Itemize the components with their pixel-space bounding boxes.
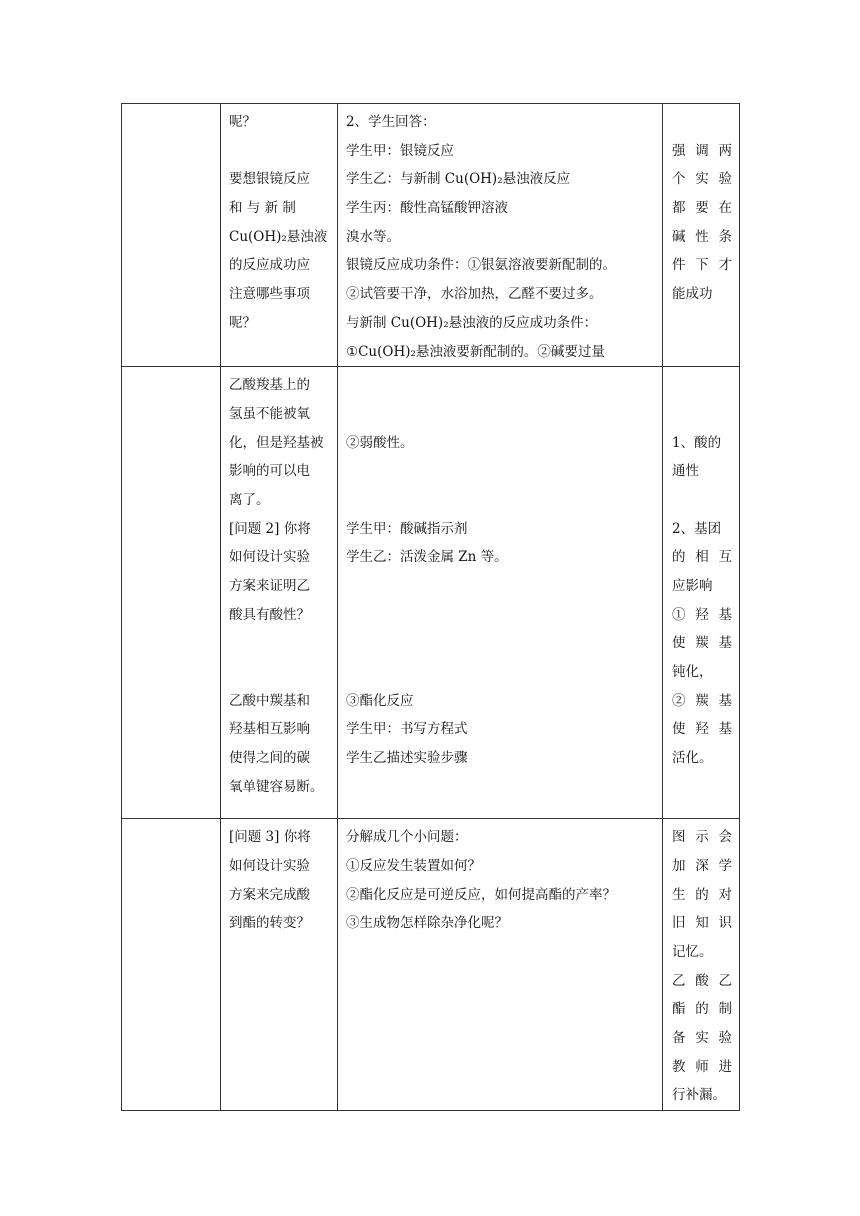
text-line: 和 与 新 制 — [229, 200, 296, 217]
text-line: 1、酸的 — [672, 434, 722, 451]
blank-line — [672, 371, 732, 400]
text-line: 学生乙：与新制 Cu(OH)₂悬浊液反应 — [346, 171, 571, 188]
text-line: 记忆。 — [672, 943, 713, 960]
text-line: 离了。 — [229, 491, 270, 508]
text-line: ②酯化反应是可逆反应，如何提高酯的产率？ — [346, 886, 616, 903]
blank-line — [346, 486, 658, 515]
teacher-activity-cell — [221, 104, 338, 367]
text-line: 活化。 — [672, 750, 713, 767]
text-line: 影响的可以电 — [229, 463, 310, 480]
text-line: ②弱酸性。 — [346, 434, 414, 451]
student-activity-cell — [338, 819, 663, 1111]
blank-line — [672, 400, 732, 429]
text-line: ③酯化反应 — [346, 692, 414, 709]
text-line: 使 羟 基 — [672, 721, 732, 738]
text-line: 如何设计实验 — [229, 549, 310, 566]
table-row — [122, 819, 740, 1111]
text-line: 注意哪些事项 — [229, 286, 310, 303]
text-line: 能成功 — [672, 286, 713, 303]
text-line: 都 要 在 — [672, 200, 732, 217]
blank-line — [346, 658, 658, 687]
text-line: ① 羟 基 — [672, 606, 732, 623]
text-line: 方案来证明乙 — [229, 578, 310, 594]
text-line: 氧单键容易断。 — [229, 778, 324, 795]
text-line: ①反应发生装置如何？ — [346, 857, 481, 874]
blank-line — [346, 400, 658, 429]
text-line: 旧 知 识 — [672, 915, 732, 932]
text-line: 备 实 验 — [672, 1030, 732, 1046]
text-line: 化，但是羟基被 — [229, 434, 324, 451]
text-line: 个 实 验 — [672, 171, 732, 188]
text-line: 的反应成功应 — [229, 257, 310, 274]
blank-line — [346, 629, 658, 658]
blank-line — [672, 486, 732, 515]
blank-line — [672, 108, 732, 137]
text-line: 生 的 对 — [672, 886, 732, 903]
text-line: 呢？ — [229, 114, 256, 130]
text-line: 乙酸中羰基和 — [229, 692, 310, 709]
text-line: 与新制 Cu(OH)₂悬浊液的反应成功条件： — [346, 314, 598, 331]
empty-cell — [122, 367, 221, 819]
text-line: ③生成物怎样除杂净化呢？ — [346, 915, 508, 932]
text-line: 氢虽不能被氧 — [229, 405, 310, 422]
text-line: 乙 酸 乙 — [672, 972, 732, 989]
blank-line — [229, 137, 331, 166]
text-line: 2、基团 — [672, 520, 722, 537]
blank-line — [346, 457, 658, 486]
text-line: 溴水等。 — [346, 228, 400, 245]
text-line: 羟基相互影响 — [229, 721, 310, 738]
text-line: ①Cu(OH)₂悬浊液要新配制的。②碱要过量 — [346, 343, 605, 360]
empty-cell — [122, 104, 221, 367]
text-line: 呢？ — [229, 314, 256, 331]
text-line: 学生甲：书写方程式 — [346, 721, 468, 738]
text-line: 应影响 — [672, 578, 713, 594]
text-line: 学生乙描述实验步骤 — [346, 750, 468, 767]
text-line: 如何设计实验 — [229, 857, 310, 874]
text-line: 乙酸羧基上的 — [229, 377, 310, 394]
text-line: 酯 的 制 — [672, 1001, 732, 1018]
text-line: 强 调 两 — [672, 142, 732, 159]
text-line: ② 羰 基 — [672, 692, 732, 709]
text-line: 要想银镜反应 — [229, 171, 310, 188]
teacher-activity-cell — [221, 819, 338, 1111]
design-intent-cell — [663, 104, 740, 367]
table-row — [122, 367, 740, 819]
text-line: 到酯的转变？ — [229, 915, 310, 932]
text-line: 碱 性 条 — [672, 228, 732, 245]
text-line: 使得之间的碳 — [229, 750, 310, 767]
text-line: 使 羰 基 — [672, 635, 732, 652]
text-line: [问题 2] 你将 — [229, 520, 311, 537]
text-line: Cu(OH)₂悬浊液 — [229, 228, 328, 245]
text-line: 方案来完成酸 — [229, 886, 310, 903]
blank-line — [346, 572, 658, 601]
text-line: 分解成几个小问题： — [346, 829, 468, 846]
text-line: 学生丙：酸性高锰酸钾溶液 — [346, 200, 508, 217]
design-intent-cell — [663, 819, 740, 1111]
text-line: 酸具有酸性？ — [229, 606, 310, 623]
blank-line — [229, 629, 331, 658]
text-line: 的 相 互 — [672, 549, 732, 566]
text-line: 件 下 才 — [672, 257, 732, 274]
blank-line — [346, 371, 658, 400]
student-activity-cell — [338, 367, 663, 819]
text-line: 行补漏。 — [672, 1087, 726, 1104]
blank-line — [229, 658, 331, 687]
text-line: ②试管要干净，水浴加热，乙醛不要过多。 — [346, 286, 603, 303]
text-line: 学生甲：酸碱指示剂 — [346, 520, 468, 537]
text-line: 银镜反应成功条件：①银氨溶液要新配制的。 — [346, 257, 616, 274]
text-line: 2、学生回答： — [346, 114, 436, 130]
student-activity-cell — [338, 104, 663, 367]
lesson-plan-table — [121, 103, 740, 1111]
text-line: [问题 3] 你将 — [229, 829, 311, 846]
text-line: 教 师 进 — [672, 1058, 732, 1075]
design-intent-cell — [663, 367, 740, 819]
text-line: 学生甲：银镜反应 — [346, 142, 454, 159]
table-row — [122, 104, 740, 367]
empty-cell — [122, 819, 221, 1111]
text-line: 加 深 学 — [672, 857, 732, 874]
text-line: 学生乙：活泼金属 Zn 等。 — [346, 549, 508, 566]
text-line: 通性 — [672, 463, 699, 480]
text-line: 钝化， — [672, 664, 713, 681]
teacher-activity-cell — [221, 367, 338, 819]
blank-line — [346, 601, 658, 630]
text-line: 图 示 会 — [672, 829, 732, 846]
